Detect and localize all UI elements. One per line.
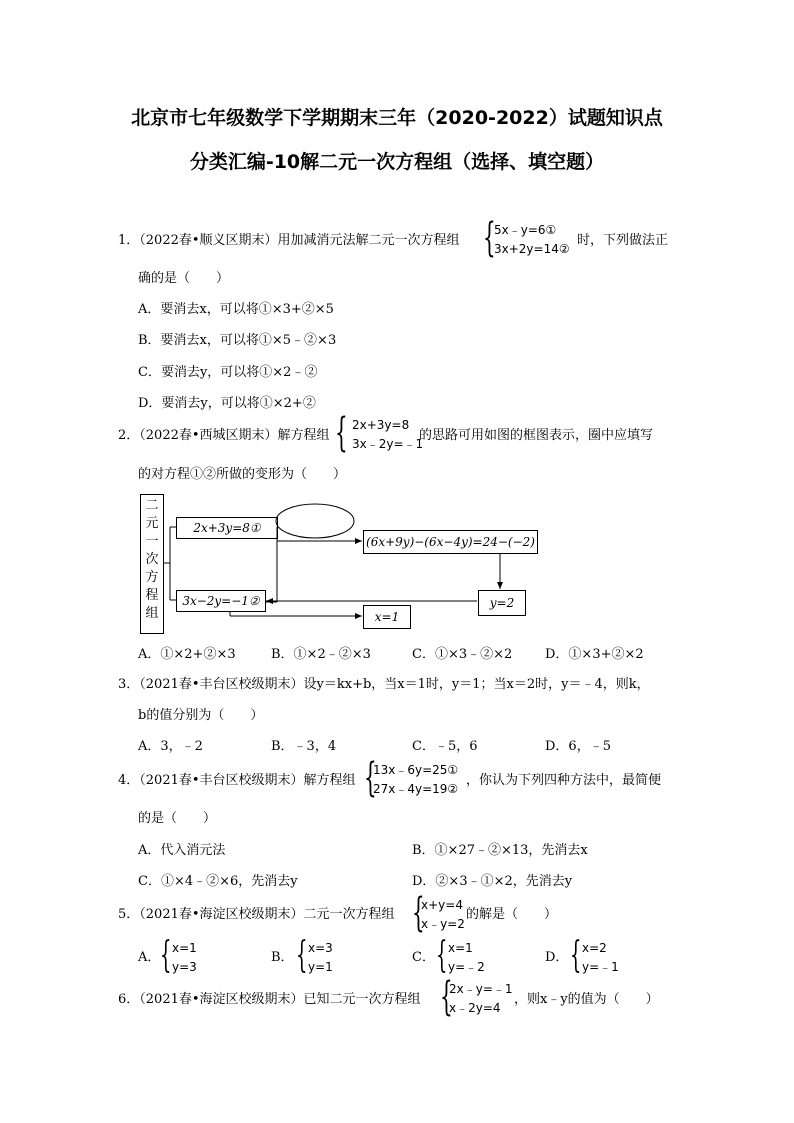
q3-option-a: A．3，﹣2 bbox=[138, 739, 203, 754]
flow-ellipse bbox=[276, 504, 354, 538]
q4-option-b: B．①×27﹣②×13，先消去x bbox=[412, 843, 588, 858]
flow-bracket bbox=[163, 527, 176, 600]
q5-option-b-label: B． bbox=[271, 950, 294, 965]
q4-stem-tail: ，你认为下列四种方法中，最简便 bbox=[466, 773, 662, 788]
q5-option-d-x: x=2 bbox=[582, 941, 607, 955]
q5-option-b-x: x=3 bbox=[308, 941, 333, 955]
q5-stem-tail: 的解是（ ） bbox=[466, 907, 558, 922]
q5-option-c-brace: { bbox=[436, 935, 448, 976]
flow-vertical-label: 二元一次方程组 bbox=[145, 498, 159, 621]
q2-option-c: C．①×3﹣②×2 bbox=[412, 647, 513, 662]
q2-eq1: 2x+3y=8 bbox=[352, 418, 410, 432]
q4-brace: { bbox=[364, 755, 377, 801]
q1-option-c: C．要消去y，可以将①×2﹣② bbox=[138, 365, 318, 380]
q4-option-d: D．②×3﹣①×2，先消去y bbox=[412, 874, 573, 889]
q1-stem2: 确的是（ ） bbox=[138, 271, 230, 286]
q2-eq2: 3x﹣2y=﹣1 bbox=[352, 437, 424, 451]
q5-option-b-brace: { bbox=[296, 935, 308, 976]
q4-stem: 4．（2021春•丰台区校级期末）解方程组 bbox=[118, 773, 356, 788]
q2-option-d: D．①×3+②×2 bbox=[545, 647, 644, 662]
q4-eq2: 27x﹣4y=19② bbox=[373, 782, 459, 796]
q5-option-c-label: C． bbox=[412, 950, 435, 965]
q5-option-c-y: y=﹣2 bbox=[448, 960, 485, 974]
q3-option-c: C．﹣5，6 bbox=[412, 739, 478, 754]
q1-stem: 1．（2022春•顺义区期末）用加减消元法解二元一次方程组 bbox=[118, 233, 460, 248]
q1-brace: { bbox=[483, 215, 496, 261]
flow-box-y: y=2 bbox=[478, 590, 526, 616]
q6-eq1: 2x﹣y=﹣1 bbox=[449, 982, 513, 996]
q1-option-a: A．要消去x，可以将①×3+②×5 bbox=[138, 302, 334, 317]
q5-eq1: x+y=4 bbox=[421, 898, 463, 912]
q4-option-c: C．①×4﹣②×6，先消去y bbox=[138, 874, 298, 889]
page-title-line2: 分类汇编-10解二元一次方程组（选择、填空题） bbox=[189, 151, 605, 173]
page-title-line1: 北京市七年级数学下学期期末三年（2020-2022）试题知识点 bbox=[131, 107, 663, 129]
q5-option-a-label: A． bbox=[138, 950, 161, 965]
q3-stem: 3．（2021春•丰台区校级期末）设y＝kx+b，当x＝1时，y＝1；当x＝2时，y＝﹣4，则k， bbox=[118, 677, 650, 692]
flow-box-eq2: 3x−2y=−1② bbox=[176, 590, 266, 612]
q2-stem2: 的对方程①②所做的变形为（ ） bbox=[138, 467, 347, 482]
q1-eq1: 5x﹣y=6① bbox=[494, 223, 557, 237]
q5-option-a-x: x=1 bbox=[172, 941, 197, 955]
q5-option-c-system bbox=[448, 939, 485, 977]
q4-eq1: 13x﹣6y=25① bbox=[373, 763, 459, 777]
q1-option-b: B．要消去x，可以将①×5﹣②×3 bbox=[138, 333, 337, 348]
q3-option-b: B．﹣3，4 bbox=[271, 739, 337, 754]
q5-option-d-label: D． bbox=[545, 950, 569, 965]
flow-box-x: x=1 bbox=[363, 605, 411, 629]
q5-stem: 5．（2021春•海淀区校级期末）二元一次方程组 bbox=[118, 907, 395, 922]
q6-stem-tail: ，则x﹣y的值为（ ） bbox=[514, 992, 659, 1007]
q5-option-a-y: y=3 bbox=[172, 960, 197, 974]
q5-system bbox=[421, 896, 465, 934]
flow-box-combined: (6x+9y)−(6x−4y)=24−(−2) bbox=[363, 530, 538, 554]
q6-system bbox=[449, 980, 513, 1018]
q5-option-a-brace: { bbox=[160, 935, 172, 976]
q5-eq2: x﹣y=2 bbox=[421, 917, 465, 931]
q5-option-d-system bbox=[582, 939, 619, 977]
q2-stem: 2．（2022春•西城区期末）解方程组 bbox=[118, 428, 330, 443]
q2-stem-tail: 的思路可用如图的框图表示，圈中应填写 bbox=[419, 428, 654, 443]
q3-option-d: D．6，﹣5 bbox=[545, 739, 611, 754]
q3-stem2: b的值分别为（ ） bbox=[138, 708, 264, 723]
q6-eq2: x﹣2y=4 bbox=[449, 1001, 501, 1015]
flow-box-eq1: 2x+3y=8① bbox=[176, 517, 278, 539]
q1-stem-tail: 时，下列做法正 bbox=[577, 233, 669, 248]
q5-option-d-brace: { bbox=[570, 935, 582, 976]
q1-eq2: 3x+2y=14② bbox=[494, 242, 570, 256]
flow-join bbox=[265, 527, 277, 602]
q5-option-b-system bbox=[308, 939, 333, 977]
q2-option-b: B．①×2﹣②×3 bbox=[271, 647, 371, 662]
q5-option-b-y: y=1 bbox=[308, 960, 333, 974]
q2-option-a: A．①×2+②×3 bbox=[138, 647, 236, 662]
q2-brace: { bbox=[335, 410, 348, 456]
q4-option-a: A．代入消元法 bbox=[138, 843, 226, 858]
q5-brace: { bbox=[412, 890, 425, 936]
q4-stem2: 的是（ ） bbox=[138, 811, 217, 826]
q5-option-a-system bbox=[172, 939, 197, 977]
q1-option-d: D．要消去y，可以将①×2+② bbox=[138, 396, 316, 411]
q4-system bbox=[373, 761, 458, 799]
q5-option-d-y: y=﹣1 bbox=[582, 960, 619, 974]
q6-stem: 6．（2021春•海淀区校级期末）已知二元一次方程组 bbox=[118, 992, 421, 1007]
q6-brace: { bbox=[440, 974, 453, 1020]
q5-option-c-x: x=1 bbox=[448, 941, 473, 955]
